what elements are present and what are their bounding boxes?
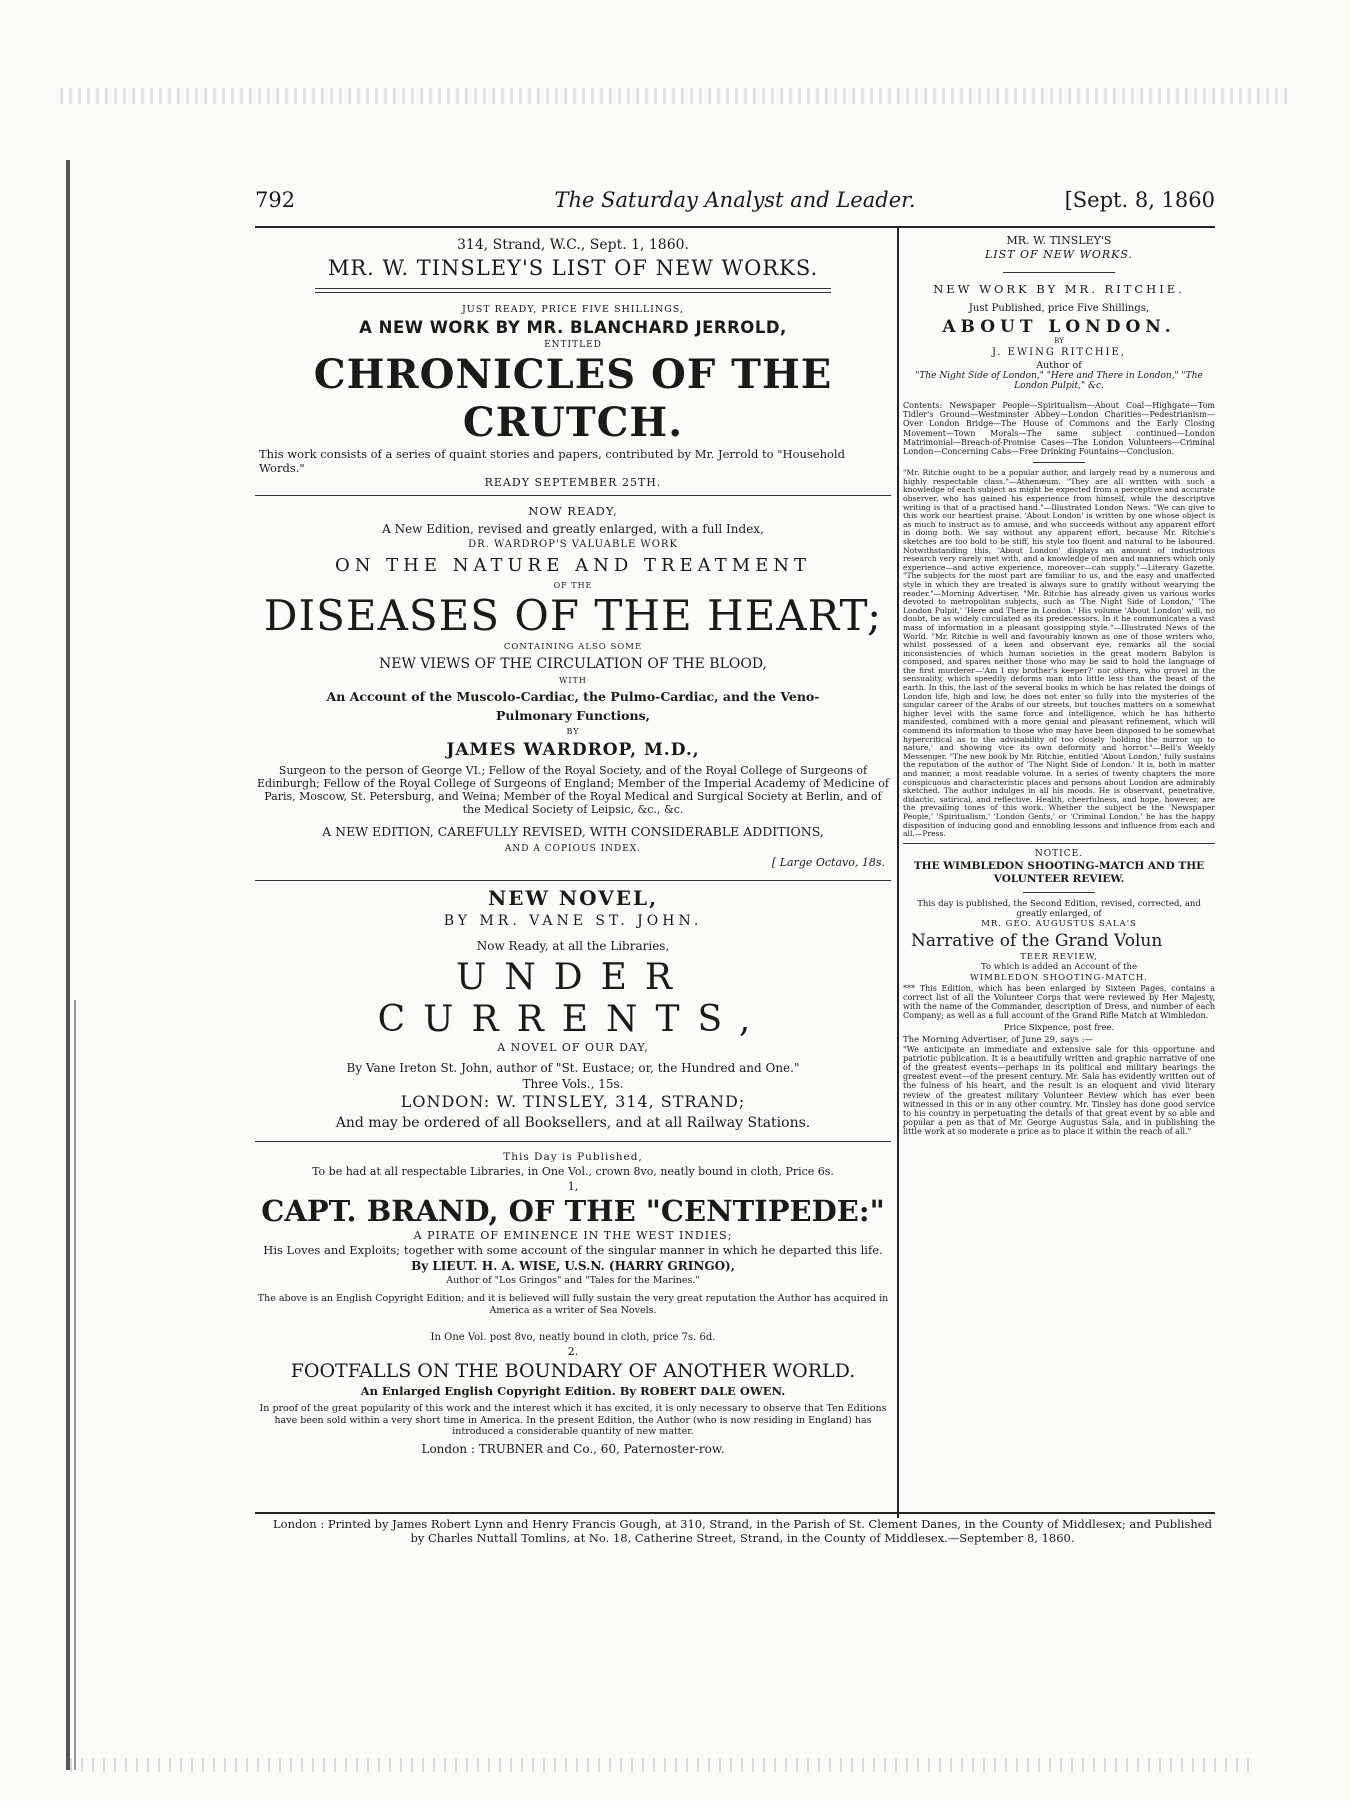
edition-note: A New Edition, revised and greatly enlarged, with a full Index, bbox=[382, 522, 764, 536]
list-title: MR. W. TINSLEY'S LIST OF NEW WORKS. bbox=[327, 256, 819, 280]
notice-label: NOTICE. bbox=[1034, 848, 1084, 859]
account-line-1: An Account of the Muscolo-Cardiac, the Pulmo-Cardiac, and the Veno- bbox=[326, 689, 820, 704]
ready-date: READY SEPTEMBER 25TH. bbox=[484, 476, 662, 489]
issue-date: [Sept. 8, 1860 bbox=[1064, 188, 1215, 212]
ritchie-author-of: Author of bbox=[1036, 360, 1082, 371]
divider bbox=[255, 880, 891, 881]
novel-volumes: Three Vols., 15s. bbox=[522, 1077, 624, 1091]
scan-edge-left-inner bbox=[74, 1000, 76, 1770]
column-rule bbox=[897, 228, 899, 1518]
ad-diseases-of-heart bbox=[255, 502, 891, 870]
new-edition-line: A NEW EDITION, CAREFULLY REVISED, WITH CONSIDERABLE ADDITIONS, bbox=[322, 824, 824, 839]
owen-edition: An Enlarged English Copyright Edition. By ROBERT DALE OWEN. bbox=[360, 1384, 786, 1398]
diseases-title: DISEASES OF THE HEART; bbox=[263, 591, 883, 640]
ad-footfalls bbox=[255, 1331, 891, 1458]
london-publisher: LONDON: W. TINSLEY, 314, STRAND; bbox=[400, 1092, 746, 1111]
of-the-label: OF THE bbox=[553, 581, 593, 590]
divider bbox=[255, 495, 891, 496]
chronicles-description: This work consists of a series of quaint stories and papers, contributed by Mr. Jerrold to "Household Words." bbox=[259, 447, 845, 475]
novel-subtitle: A NOVEL OF OUR DAY, bbox=[497, 1041, 649, 1054]
edition-description: *** This Edition, which has been enlarged by Sixteen Pages, contains a correct list of all the Volunteer Corps that were reviewed by Her Majesty, with the name of the Commander, description of Dress, and number of each Company; as well as a full account of the Grand Rifle Match at Wimbledon. bbox=[903, 983, 1215, 1021]
sala-author: MR. GEO. AUGUSTUS SALA'S bbox=[981, 918, 1137, 929]
copyright-note: The above is an English Copyright Edition; and it is believed will fully sustain the very great reputation the Author has acquired in America as a writer of Sea Novels. bbox=[257, 1293, 889, 1316]
author-wardrop: JAMES WARDROP, M.D., bbox=[446, 740, 700, 760]
ritchie-works: "The Night Side of London," "Here and There in London," "The London Pulpit," &c. bbox=[915, 371, 1203, 391]
libraries-line: Now Ready, at all the Libraries, bbox=[476, 939, 670, 953]
tinsley-list: LIST OF NEW WORKS. bbox=[984, 248, 1134, 261]
loves-line: His Loves and Exploits; together with some account of the singular manner in which he departed this life. bbox=[263, 1243, 883, 1257]
advertiser-quote: "We anticipate an immediate and extensive sale for this opportune and patriotic publication. It is a beautifully written and graphic narrative of one of the greatest events—perhaps in its political and military bearings the greatest event—of the present century. Mr. Sala has evidently written out of the fulness of his heart, and the result is an eloquent and vivid literary review of the greatest military Volunteer Review which has ever been witnessed in this or in any other country. Mr. Tinsley has done good service to his country in perpetuating the details of that great event by so able and popular a pen as that of Mr. George Augustus Sala, and in publishing the little work at so moderate a price as to place it within the reach of all." bbox=[903, 1044, 1215, 1137]
advertiser-line: The Morning Advertiser, of June 29, says :— bbox=[903, 1034, 1094, 1045]
capt-brand-title: CAPT. BRAND, OF THE "CENTIPEDE:" bbox=[261, 1194, 885, 1228]
wise-author-of: Author of "Los Gringos" and "Tales for the Marines." bbox=[446, 1275, 700, 1286]
item-number-1: 1, bbox=[567, 1180, 579, 1193]
divider bbox=[255, 1141, 891, 1142]
narrative-title-cont: TEER REVIEW, bbox=[1020, 951, 1098, 962]
valuable-work: DR. WARDROP'S VALUABLE WORK bbox=[468, 539, 678, 550]
page-header bbox=[255, 188, 1215, 224]
narrative-title: Narrative of the Grand Volun bbox=[911, 930, 1163, 951]
added-line: To which is added an Account of the bbox=[980, 961, 1138, 972]
printer-imprint: London : Printed by James Robert Lynn and Henry Francis Gough, at 310, Strand, in the Parish of St. Clement Danes, in the County of Middlesex; and Published by Charles Nuttall Tomlins, at No. 18, Catherine Street, Strand, in the County of Middlesex.—September 8, 1860. bbox=[273, 1517, 1212, 1545]
by-label: BY bbox=[566, 727, 580, 736]
published-line: This Day is Published, bbox=[503, 1151, 643, 1163]
divider bbox=[1033, 462, 1085, 463]
wimbledon-title: THE WIMBLEDON SHOOTING-MATCH AND THE VOLUNTEER REVIEW. bbox=[913, 859, 1205, 885]
wimbledon-shooting: WIMBLEDON SHOOTING-MATCH. bbox=[970, 972, 1148, 983]
page-number: 792 bbox=[255, 188, 296, 212]
scan-edge-left bbox=[66, 160, 70, 1770]
double-rule bbox=[315, 288, 831, 293]
ritchie-author: J. EWING RITCHIE, bbox=[992, 347, 1126, 358]
new-novel-head: NEW NOVEL, bbox=[487, 886, 659, 910]
volume-line: In One Vol. post 8vo, neatly bound in cloth, price 7s. 6d. bbox=[430, 1332, 716, 1343]
contents-paragraph: Contents: Newspaper People—Spiritualism—About Coal—Highgate—Tom Tidler's Ground—Westminster Abbey—London Charities—Pedestrianism—Over London Bridge—The House of Commons and the Early Closing Movement—Town Morals—The same subject continued—London Matrimonial—Breach-of-Promise Cases—The London Volunteers—Criminal London—Concerning Cabs—Free Drinking Fountains—Conclusion. bbox=[903, 401, 1215, 457]
newspaper-title: The Saturday Analyst and Leader. bbox=[554, 188, 916, 212]
scan-edge-bottom bbox=[70, 1758, 1250, 1772]
ritchie-by: BY bbox=[1054, 337, 1064, 345]
footfalls-title: FOOTFALLS ON THE BOUNDARY OF ANOTHER WORLD. bbox=[290, 1360, 856, 1382]
account-line-2: Pulmonary Functions, bbox=[496, 708, 650, 723]
divider bbox=[903, 843, 1215, 844]
right-column bbox=[903, 234, 1215, 1137]
ad-ready-line: JUST READY, PRICE FIVE SHILLINGS, bbox=[461, 304, 685, 315]
ad-chronicles bbox=[255, 303, 891, 491]
novel-author-line: By Vane Ireton St. John, author of "St. Eustace; or, the Hundred and One." bbox=[346, 1061, 800, 1075]
footer-rule bbox=[255, 1512, 1215, 1514]
divider bbox=[1003, 272, 1115, 273]
address-line: 314, Strand, W.C., Sept. 1, 1860. bbox=[457, 237, 689, 253]
item-number-2: 2. bbox=[567, 1345, 579, 1358]
ad-capt-brand bbox=[255, 1150, 891, 1317]
about-london-title: ABOUT LONDON. bbox=[942, 317, 1176, 337]
press-reviews: "Mr. Ritchie ought to be a popular author, and largely read by a numerous and highly respectable class."—Athenæum. "They are all written with such a knowledge of each subject as might be expected from a perceptive and accurate observer, who has gained his experience from himself, while the descriptive writing is that of a practised hand."—Illustrated London News. "We can give to this work our heartiest praise. 'About London' is written by one whose object is as much to instruct as to amuse, and who succeeds without any apparent effort in doing both. We say without any apparent effort, because Mr. Ritchie's sketches are too bold to be stiff, his style too fluent and natural to be laboured. Notwithstanding this, 'About London' displays an amount of industrious research very rarely met with, and a knowledge of men and manners which only experience—and active experience, moreover—can supply."—Literary Gazette. "The subjects for the most part are familiar to us, and the easy and unaffected style in which they are treated is always sure to gratify without wearying the reader."—Morning Advertiser. "Mr. Ritchie has already given us various works devoted to metropolitan subjects, such as 'The Night Side of London,' 'The London Pulpit,' 'Here and There in London.' His volume 'About London' will, no doubt, be as widely circulated as its predecessors. In it he communicates a vast mass of information in a pleasant gossipping style."—Illustrated News of the World. "Mr. Ritchie is well and favourably known as one of those writers who, whilst possessed of a keen and observant eye, remarks all the social inconsistencies of which human societies in the great modern Babylon is composed, and spares neither those who may be said to hold the language of the first murderer—'Am I my brother's keeper?' nor others, who grovel in the sensuality, which speedily deforms man into little less than the beast of the earth. In this, the last of the several books in which he has related the doings of London life, high and low, he does not enter so fully into the mysteries of the singular career of the Arabs of our streets, but touches matters on a somewhat higher level with the same force and intelligence, which he has hitherto manifested, combined with a more genial and pleasant refinement, which will commend its information to those who may have been disposed to be somewhat hypercritical as to the advisability of too closely 'holding the mirror up to nature,' and showing vice its own deformity and horror."—Bell's Weekly Messenger. "The new book by Mr. Ritchie, entitled 'About London,' fully sustains the reputation of the author of 'The Night Side of London.' It is, both in matter and manner, a most readable volume. In a series of twenty chapters the more conspicuous and characteristic places and persons about London are admirably sketched. The author indulges in all his moods. He is observant, penetrative, didactic, satirical, and reflective. Health, cheerfulness, and hope, however, are the prevailing tones of this work. Whether the subject be the 'Newspaper People,' 'Spiritualism,' 'London Gents,' or 'Criminal London,' he has the happy disposition of inducing good and ennobling lessons and influence from each and all.—Press. bbox=[903, 468, 1215, 839]
under-currents-title: UNDER CURRENTS, bbox=[377, 957, 769, 1040]
ordered-line: And may be ordered of all Booksellers, and at all Railway Stations. bbox=[335, 1115, 811, 1131]
price-line: [ Large Octavo, 18s. bbox=[771, 856, 885, 869]
ad-under-currents bbox=[255, 885, 891, 1133]
scan-edge-top bbox=[60, 88, 1290, 104]
novel-author: BY MR. VANE ST. JOHN. bbox=[443, 913, 703, 929]
tinsley-name: MR. W. TINSLEY'S bbox=[1006, 234, 1112, 247]
header-rule bbox=[255, 226, 1215, 228]
ad-about-london bbox=[903, 234, 1215, 839]
wise-author: By LIEUT. H. A. WISE, U.S.N. (HARRY GRINGO), bbox=[411, 1259, 735, 1273]
work-by-line: A NEW WORK BY MR. BLANCHARD JERROLD, bbox=[359, 318, 787, 337]
left-column bbox=[255, 234, 891, 1458]
ad-wimbledon bbox=[903, 848, 1215, 1137]
copious-index: AND A COPIOUS INDEX. bbox=[504, 844, 642, 854]
proof-paragraph: In proof of the great popularity of this work and the interest which it has excited, it is only necessary to observe that Ten Editions have been sold within a very short time in America. In the present Edition, the Author (who is now residing in England) has introduced a considerable quantity of new matter. bbox=[259, 1403, 887, 1437]
sala-price: Price Sixpence, post free. bbox=[1003, 1022, 1115, 1033]
containing-label: CONTAINING ALSO SOME bbox=[503, 642, 643, 652]
pirate-subtitle: A PIRATE OF EMINENCE IN THE WEST INDIES; bbox=[413, 1229, 733, 1242]
new-views-line: NEW VIEWS OF THE CIRCULATION OF THE BLOOD, bbox=[378, 656, 767, 672]
on-nature-line: ON THE NATURE AND TREATMENT bbox=[334, 555, 812, 576]
now-ready: NOW READY, bbox=[528, 504, 618, 518]
author-credentials: Surgeon to the person of George VI.; Fellow of the Royal Society, and of the Royal College of Surgeons of Edinburgh; Fellow of the Royal College of Surgeons of England; Member of the Imperial Academy of Medicine of Paris, Moscow, St. Petersburg, and Weina; Member of the Royal Medical and Surgical Society at Berlin, and of the Medical Society of Leipsic, &c., &c. bbox=[257, 764, 889, 816]
chronicles-title: CHRONICLES OF THE CRUTCH. bbox=[313, 351, 833, 446]
to-be-had: To be had at all respectable Libraries, in One Vol., crown 8vo, neatly bound in cloth, Price 6s. bbox=[312, 1165, 834, 1178]
trubner-publisher: London : TRUBNER and Co., 60, Paternoster-row. bbox=[421, 1441, 725, 1456]
entitled-label: ENTITLED bbox=[544, 340, 602, 350]
ritchie-published: Just Published, price Five Shillings, bbox=[968, 303, 1150, 314]
second-edition-line: This day is published, the Second Edition, revised, corrected, and greatly enlarged, of bbox=[917, 898, 1201, 919]
ritchie-new-work: NEW WORK BY MR. RITCHIE. bbox=[933, 282, 1185, 296]
divider bbox=[1023, 892, 1095, 893]
with-label: WITH bbox=[559, 676, 587, 685]
